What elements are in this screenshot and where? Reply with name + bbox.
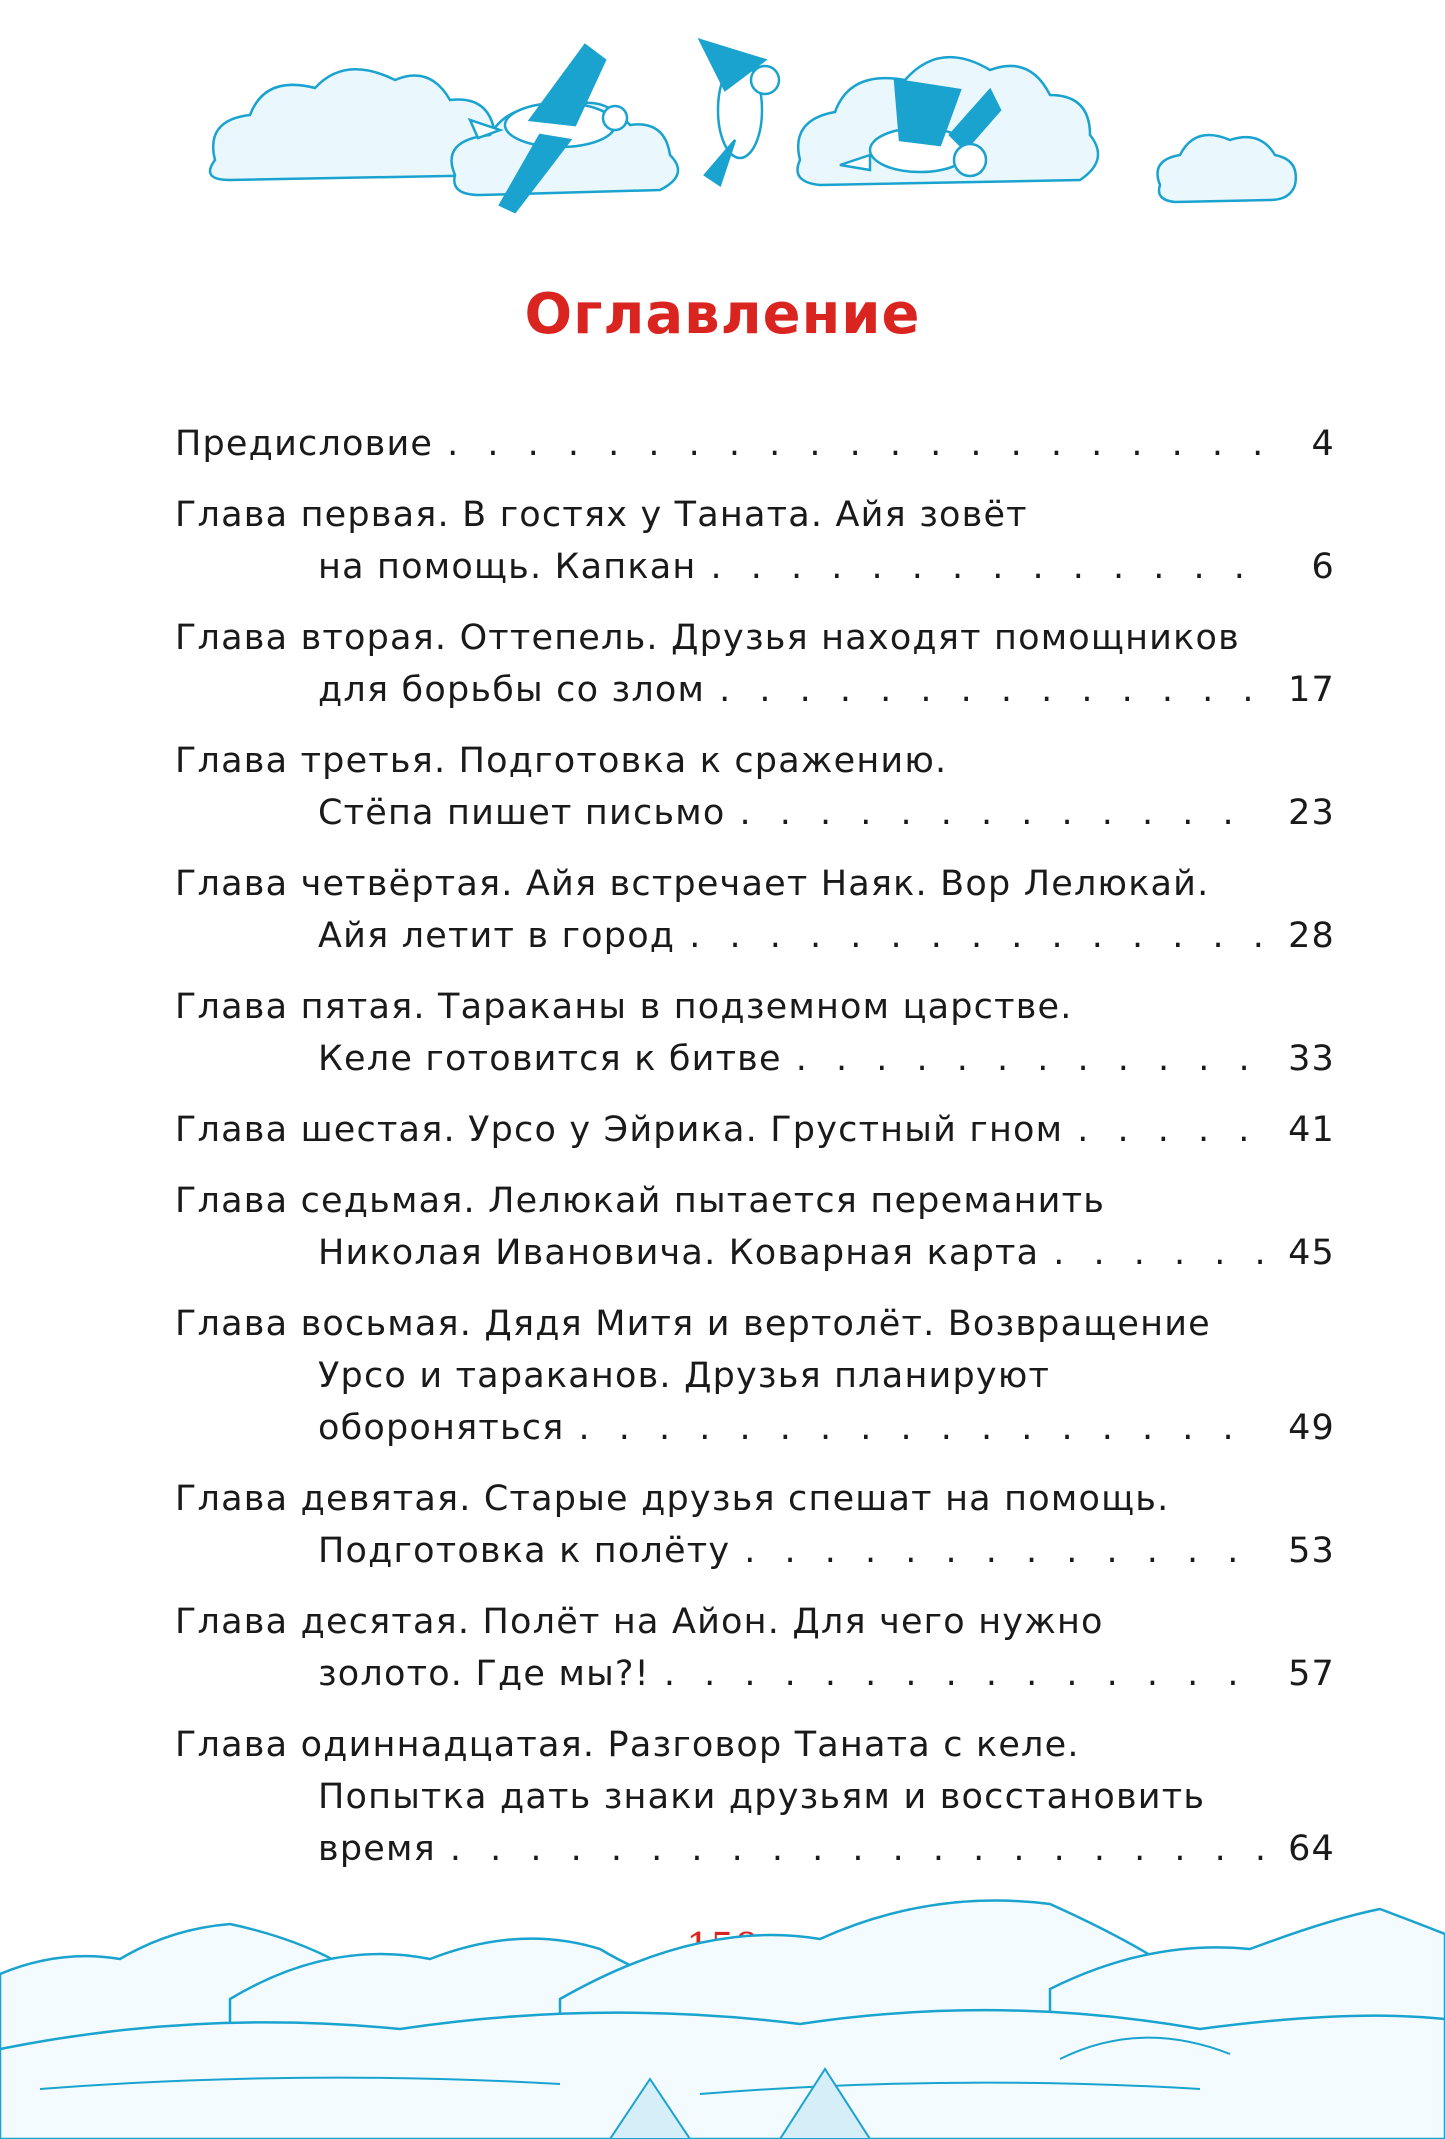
bird-icon xyxy=(700,40,779,185)
toc-entry-title: Глава третья. Подготовка к сражению. xyxy=(175,741,948,781)
toc-entry-title-continued: Келе готовится к битве xyxy=(318,1039,782,1079)
dot-leader xyxy=(1053,1227,1266,1279)
toc-entry-title-continued: для борьбы со злом xyxy=(318,670,706,710)
toc-entry-title-continued: на помощь. Капкан xyxy=(318,547,697,587)
toc-entry-title-continued: Николая Ивановича. Коварная карта xyxy=(318,1233,1040,1273)
cloud-icon xyxy=(1158,135,1296,202)
toc-entry-title-continued: обороняться xyxy=(318,1408,565,1448)
toc-entry-title: Глава восьмая. Дядя Митя и вертолёт. Возвращение xyxy=(175,1304,1211,1344)
dot-leader xyxy=(447,418,1267,470)
dot-leader xyxy=(664,1648,1266,1700)
toc-page-number: 49 xyxy=(1288,1408,1335,1448)
dot-leader xyxy=(744,1525,1266,1577)
toc-page-number: 57 xyxy=(1288,1654,1335,1694)
toc-page-number: 28 xyxy=(1288,916,1335,956)
toc-entry-title-continued: золото. Где мы?! xyxy=(318,1654,650,1694)
toc-entry[interactable] xyxy=(175,1596,1335,1700)
toc-entry-title-continued: Айя летит в город xyxy=(318,916,676,956)
toc-page-number: 17 xyxy=(1288,670,1335,710)
dot-leader xyxy=(796,1033,1266,1085)
toc-entry[interactable] xyxy=(175,981,1335,1085)
toc-entry-title: Глава вторая. Оттепель. Друзья находят помощников xyxy=(175,618,1240,658)
dot-leader xyxy=(579,1402,1267,1454)
toc-entry-title: Глава десятая. Полёт на Айон. Для чего нужно xyxy=(175,1602,1104,1642)
toc-entry[interactable] xyxy=(175,1104,1335,1156)
toc-entry[interactable] xyxy=(175,489,1335,593)
toc-entry-title-continued: Попытка дать знаки друзьям и восстановить xyxy=(318,1777,1206,1817)
clouds-birds-illustration xyxy=(0,0,1445,270)
toc-entry-title: Предисловие xyxy=(175,424,434,464)
toc-page-number: 41 xyxy=(1288,1110,1335,1150)
dot-leader xyxy=(739,787,1266,839)
toc-entry-title-continued: Подготовка к полёту xyxy=(318,1531,731,1571)
toc-entry-title: Глава пятая. Тараканы в подземном царстве. xyxy=(175,987,1073,1027)
toc-entry-title-continued: Стёпа пишет письмо xyxy=(318,793,726,833)
toc-entry[interactable] xyxy=(175,418,1335,470)
hills-illustration xyxy=(0,1879,1445,2139)
toc-entry[interactable] xyxy=(175,1298,1335,1454)
toc-page-number: 33 xyxy=(1288,1039,1335,1079)
dot-leader xyxy=(689,910,1266,962)
toc-entry-title: Глава четвёртая. Айя встречает Наяк. Вор Лелюкай. xyxy=(175,864,1210,904)
toc-entry-title: Глава одиннадцатая. Разговор Таната с келе. xyxy=(175,1725,1080,1765)
hill-icon xyxy=(0,2010,1445,2139)
dot-leader xyxy=(719,664,1266,716)
toc-entry[interactable] xyxy=(175,1473,1335,1577)
toc-entry-title: Глава шестая. Урсо у Эйрика. Грустный гном xyxy=(175,1110,1064,1150)
toc-page-number: 23 xyxy=(1288,793,1335,833)
dot-leader xyxy=(1077,1104,1266,1156)
toc-entry[interactable] xyxy=(175,1175,1335,1279)
dot-leader xyxy=(450,1823,1266,1875)
toc-page-number: 64 xyxy=(1288,1829,1335,1869)
toc-entry[interactable] xyxy=(175,858,1335,962)
toc-page-number: 53 xyxy=(1288,1531,1335,1571)
toc-entry[interactable] xyxy=(175,1719,1335,1875)
toc-page-number: 6 xyxy=(1311,547,1335,587)
table-of-contents xyxy=(175,418,1335,1894)
toc-entry[interactable] xyxy=(175,612,1335,716)
toc-entry-title: Глава седьмая. Лелюкай пытается переманить xyxy=(175,1181,1106,1221)
toc-entry-title: Глава девятая. Старые друзья спешат на помощь. xyxy=(175,1479,1170,1519)
toc-entry-title-continued: время xyxy=(318,1829,436,1869)
toc-entry-title-continued: Урсо и тараканов. Друзья планируют xyxy=(318,1356,1051,1396)
page-title: Оглавление xyxy=(524,282,921,347)
toc-page-number: 45 xyxy=(1288,1233,1335,1273)
toc-page-number: 4 xyxy=(1311,424,1335,464)
toc-entry-title: Глава первая. В гостях у Таната. Айя зовёт xyxy=(175,495,1028,535)
toc-entry[interactable] xyxy=(175,735,1335,839)
dot-leader xyxy=(710,541,1267,593)
